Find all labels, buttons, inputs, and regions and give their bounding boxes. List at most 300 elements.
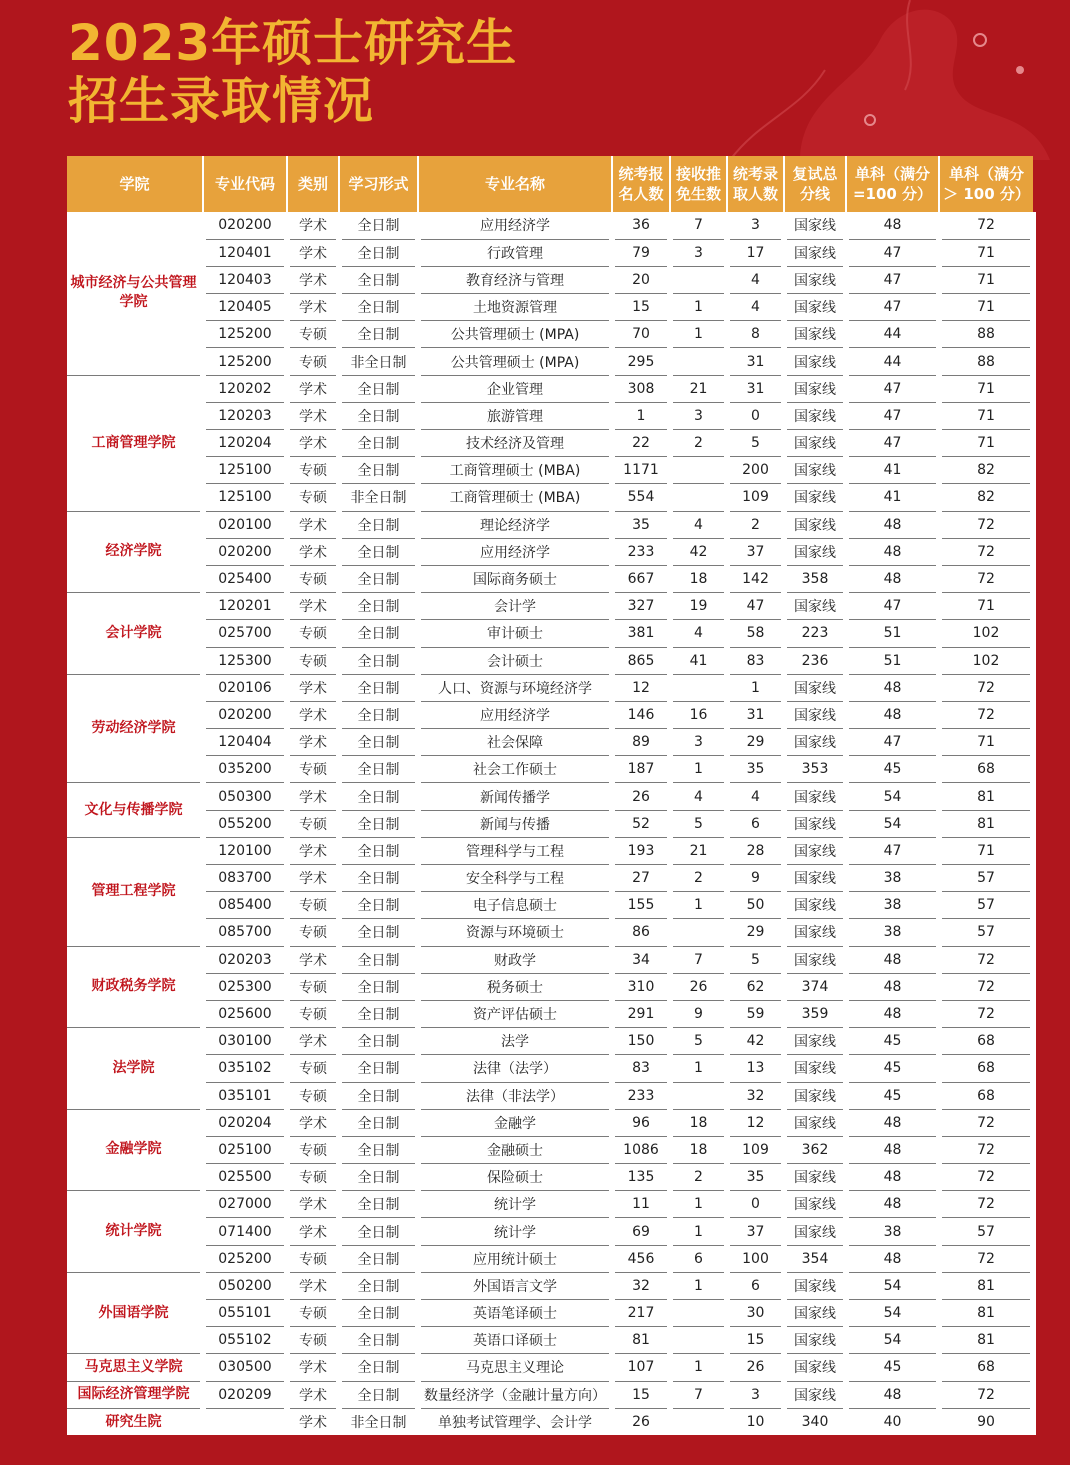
cell-single-over100: 71 xyxy=(939,593,1033,620)
cell-single100: 48 xyxy=(846,1191,939,1218)
cell-category: 专硕 xyxy=(287,892,339,919)
cell-cutoff: 国家线 xyxy=(784,457,846,484)
cell-exempt: 3 xyxy=(670,729,727,756)
cell-single100: 48 xyxy=(846,212,939,239)
cell-code: 025400 xyxy=(203,565,287,592)
cell-applicants: 217 xyxy=(612,1300,670,1327)
cell-admitted: 31 xyxy=(727,348,784,375)
cell-mode: 全日制 xyxy=(339,1164,418,1191)
cell-major: 企业管理 xyxy=(418,375,612,402)
cell-exempt xyxy=(670,1327,727,1354)
cell-major: 安全科学与工程 xyxy=(418,865,612,892)
header-admitted: 统考录取人数 xyxy=(727,156,784,212)
cell-code: 020200 xyxy=(203,212,287,239)
cell-mode: 全日制 xyxy=(339,919,418,946)
cell-code: 120403 xyxy=(203,266,287,293)
cell-cutoff: 国家线 xyxy=(784,1354,846,1381)
cell-mode: 全日制 xyxy=(339,783,418,810)
cell-mode: 全日制 xyxy=(339,1300,418,1327)
cell-exempt: 1 xyxy=(670,1272,727,1299)
cell-single100: 48 xyxy=(846,1136,939,1163)
cell-major: 公共管理硕士 (MPA) xyxy=(418,321,612,348)
cueb-logo-decoration xyxy=(650,0,1070,160)
cell-category: 专硕 xyxy=(287,1082,339,1109)
cell-category: 专硕 xyxy=(287,348,339,375)
cell-single-over100: 72 xyxy=(939,1000,1033,1027)
cell-exempt: 7 xyxy=(670,212,727,239)
cell-cutoff: 358 xyxy=(784,565,846,592)
cell-admitted: 83 xyxy=(727,647,784,674)
cell-applicants: 89 xyxy=(612,729,670,756)
cell-single100: 41 xyxy=(846,484,939,511)
cell-single100: 48 xyxy=(846,538,939,565)
cell-admitted: 3 xyxy=(727,1381,784,1408)
cell-applicants: 52 xyxy=(612,810,670,837)
cell-code: 020209 xyxy=(203,1381,287,1408)
cell-applicants: 86 xyxy=(612,919,670,946)
cell-single100: 38 xyxy=(846,1218,939,1245)
cell-exempt: 4 xyxy=(670,511,727,538)
cell-cutoff: 国家线 xyxy=(784,348,846,375)
cell-exempt xyxy=(670,1408,727,1435)
cell-single-over100: 72 xyxy=(939,511,1033,538)
table-row xyxy=(67,457,1033,484)
cell-cutoff: 国家线 xyxy=(784,729,846,756)
cell-mode: 全日制 xyxy=(339,701,418,728)
cell-single-over100: 72 xyxy=(939,1381,1033,1408)
cell-major: 土地资源管理 xyxy=(418,294,612,321)
cell-exempt xyxy=(670,674,727,701)
table-row xyxy=(67,919,1033,946)
cell-cutoff: 国家线 xyxy=(784,294,846,321)
cell-cutoff: 国家线 xyxy=(784,919,846,946)
cell-applicants: 310 xyxy=(612,973,670,1000)
cell-mode: 全日制 xyxy=(339,946,418,973)
cell-code: 020204 xyxy=(203,1109,287,1136)
cell-exempt: 1 xyxy=(670,321,727,348)
cell-single100: 54 xyxy=(846,783,939,810)
cell-code: 120401 xyxy=(203,239,287,266)
cell-category: 学术 xyxy=(287,1381,339,1408)
cell-admitted: 42 xyxy=(727,1028,784,1055)
cell-admitted: 2 xyxy=(727,511,784,538)
cell-admitted: 13 xyxy=(727,1055,784,1082)
cell-mode: 全日制 xyxy=(339,212,418,239)
cell-cutoff: 223 xyxy=(784,620,846,647)
header-applicants: 统考报名人数 xyxy=(612,156,670,212)
header-category: 类别 xyxy=(287,156,339,212)
cell-code: 055101 xyxy=(203,1300,287,1327)
cell-code: 120405 xyxy=(203,294,287,321)
table-row xyxy=(67,1082,1033,1109)
cell-single100: 54 xyxy=(846,810,939,837)
cell-exempt: 3 xyxy=(670,402,727,429)
cell-major: 应用经济学 xyxy=(418,538,612,565)
cell-mode: 全日制 xyxy=(339,1055,418,1082)
cell-exempt: 1 xyxy=(670,1218,727,1245)
cell-single-over100: 72 xyxy=(939,1245,1033,1272)
cell-single100: 40 xyxy=(846,1408,939,1435)
cell-exempt: 18 xyxy=(670,565,727,592)
cell-mode: 全日制 xyxy=(339,565,418,592)
cell-category: 学术 xyxy=(287,402,339,429)
cell-single-over100: 72 xyxy=(939,701,1033,728)
cell-single-over100: 71 xyxy=(939,266,1033,293)
cell-category: 专硕 xyxy=(287,321,339,348)
table-row xyxy=(67,701,1033,728)
table-row xyxy=(67,266,1033,293)
table-row xyxy=(67,647,1033,674)
cell-cutoff: 国家线 xyxy=(784,484,846,511)
cell-single100: 48 xyxy=(846,565,939,592)
cell-single100: 38 xyxy=(846,892,939,919)
cell-applicants: 96 xyxy=(612,1109,670,1136)
cell-exempt: 5 xyxy=(670,810,727,837)
cell-major: 单独考试管理学、会计学 xyxy=(418,1408,612,1435)
cell-major: 理论经济学 xyxy=(418,511,612,538)
cell-college: 城市经济与公共管理学院 xyxy=(67,212,203,375)
cell-code: 125300 xyxy=(203,647,287,674)
cell-admitted: 12 xyxy=(727,1109,784,1136)
cell-single-over100: 57 xyxy=(939,1218,1033,1245)
cell-single100: 47 xyxy=(846,729,939,756)
cell-mode: 全日制 xyxy=(339,620,418,647)
cell-single-over100: 71 xyxy=(939,729,1033,756)
cell-applicants: 35 xyxy=(612,511,670,538)
cell-college: 劳动经济学院 xyxy=(67,674,203,783)
cell-single100: 44 xyxy=(846,321,939,348)
cell-major: 英语口译硕士 xyxy=(418,1327,612,1354)
cell-applicants: 155 xyxy=(612,892,670,919)
cell-admitted: 62 xyxy=(727,973,784,1000)
table-row xyxy=(67,1300,1033,1327)
cell-code: 035101 xyxy=(203,1082,287,1109)
cell-applicants: 308 xyxy=(612,375,670,402)
cell-single-over100: 72 xyxy=(939,1164,1033,1191)
table-row xyxy=(67,946,1033,973)
cell-admitted: 50 xyxy=(727,892,784,919)
table-row xyxy=(67,783,1033,810)
cell-major: 技术经济及管理 xyxy=(418,430,612,457)
cell-applicants: 667 xyxy=(612,565,670,592)
cell-single-over100: 71 xyxy=(939,239,1033,266)
cell-single-over100: 88 xyxy=(939,348,1033,375)
cell-mode: 全日制 xyxy=(339,1354,418,1381)
cell-mode: 全日制 xyxy=(339,1245,418,1272)
cell-single-over100: 72 xyxy=(939,674,1033,701)
cell-exempt: 4 xyxy=(670,783,727,810)
cell-single-over100: 57 xyxy=(939,865,1033,892)
cell-exempt: 1 xyxy=(670,756,727,783)
cell-category: 专硕 xyxy=(287,1164,339,1191)
cell-college: 经济学院 xyxy=(67,511,203,593)
cell-admitted: 109 xyxy=(727,1136,784,1163)
cell-category: 学术 xyxy=(287,946,339,973)
cell-major: 保险硕士 xyxy=(418,1164,612,1191)
cell-applicants: 32 xyxy=(612,1272,670,1299)
cell-cutoff: 236 xyxy=(784,647,846,674)
cell-category: 学术 xyxy=(287,1218,339,1245)
cell-mode: 全日制 xyxy=(339,402,418,429)
table-row xyxy=(67,729,1033,756)
cell-single-over100: 81 xyxy=(939,1300,1033,1327)
table-row xyxy=(67,1218,1033,1245)
cell-cutoff: 国家线 xyxy=(784,1300,846,1327)
cell-single-over100: 102 xyxy=(939,620,1033,647)
cell-category: 学术 xyxy=(287,1191,339,1218)
table-row xyxy=(67,348,1033,375)
cell-single100: 47 xyxy=(846,239,939,266)
cell-single-over100: 72 xyxy=(939,565,1033,592)
cell-admitted: 100 xyxy=(727,1245,784,1272)
cell-single100: 54 xyxy=(846,1272,939,1299)
cell-category: 学术 xyxy=(287,593,339,620)
cell-code: 020100 xyxy=(203,511,287,538)
cell-category: 学术 xyxy=(287,674,339,701)
cell-major: 工商管理硕士 (MBA) xyxy=(418,457,612,484)
cell-exempt: 7 xyxy=(670,946,727,973)
cell-category: 学术 xyxy=(287,511,339,538)
cell-single100: 47 xyxy=(846,266,939,293)
cell-mode: 全日制 xyxy=(339,729,418,756)
cell-single100: 48 xyxy=(846,674,939,701)
cell-college: 统计学院 xyxy=(67,1191,203,1273)
cell-exempt: 1 xyxy=(670,1055,727,1082)
header-cutoff: 复试总分线 xyxy=(784,156,846,212)
cell-applicants: 79 xyxy=(612,239,670,266)
table-row xyxy=(67,1136,1033,1163)
cell-cutoff: 国家线 xyxy=(784,1191,846,1218)
cell-admitted: 5 xyxy=(727,430,784,457)
cell-admitted: 29 xyxy=(727,729,784,756)
cell-cutoff: 国家线 xyxy=(784,1055,846,1082)
cell-applicants: 12 xyxy=(612,674,670,701)
cell-applicants: 233 xyxy=(612,1082,670,1109)
cell-code: 083700 xyxy=(203,865,287,892)
cell-cutoff: 国家线 xyxy=(784,1381,846,1408)
cell-single100: 51 xyxy=(846,620,939,647)
cell-single100: 51 xyxy=(846,647,939,674)
cell-admitted: 17 xyxy=(727,239,784,266)
cell-major: 统计学 xyxy=(418,1191,612,1218)
cell-single-over100: 81 xyxy=(939,1327,1033,1354)
cell-major: 统计学 xyxy=(418,1218,612,1245)
cell-admitted: 37 xyxy=(727,1218,784,1245)
cell-admitted: 4 xyxy=(727,783,784,810)
cell-single100: 45 xyxy=(846,1082,939,1109)
cell-cutoff: 国家线 xyxy=(784,402,846,429)
cell-single100: 48 xyxy=(846,511,939,538)
cell-single-over100: 68 xyxy=(939,1354,1033,1381)
cell-code: 120203 xyxy=(203,402,287,429)
cell-code: 050200 xyxy=(203,1272,287,1299)
cell-mode: 全日制 xyxy=(339,239,418,266)
cell-single100: 38 xyxy=(846,919,939,946)
table-row xyxy=(67,1272,1033,1299)
cell-category: 专硕 xyxy=(287,1327,339,1354)
cell-mode: 全日制 xyxy=(339,1191,418,1218)
header-major: 专业名称 xyxy=(418,156,612,212)
cell-single100: 47 xyxy=(846,837,939,864)
cell-single-over100: 72 xyxy=(939,538,1033,565)
cell-exempt xyxy=(670,1082,727,1109)
cell-admitted: 31 xyxy=(727,375,784,402)
cell-mode: 全日制 xyxy=(339,1082,418,1109)
cell-single100: 41 xyxy=(846,457,939,484)
header-code: 专业代码 xyxy=(203,156,287,212)
cell-major: 会计学 xyxy=(418,593,612,620)
cell-admitted: 15 xyxy=(727,1327,784,1354)
cell-cutoff: 国家线 xyxy=(784,375,846,402)
cell-category: 学术 xyxy=(287,729,339,756)
cell-mode: 非全日制 xyxy=(339,348,418,375)
cell-major: 人口、资源与环境经济学 xyxy=(418,674,612,701)
table-row xyxy=(67,892,1033,919)
cell-applicants: 36 xyxy=(612,212,670,239)
cell-college: 金融学院 xyxy=(67,1109,203,1191)
cell-single100: 48 xyxy=(846,1245,939,1272)
title-line-1: 2023年硕士研究生 xyxy=(68,14,518,72)
cell-single100: 48 xyxy=(846,1000,939,1027)
cell-cutoff: 国家线 xyxy=(784,511,846,538)
cell-applicants: 381 xyxy=(612,620,670,647)
cell-major: 法律（非法学） xyxy=(418,1082,612,1109)
cell-major: 英语笔译硕士 xyxy=(418,1300,612,1327)
cell-single-over100: 71 xyxy=(939,430,1033,457)
cell-major: 工商管理硕士 (MBA) xyxy=(418,484,612,511)
cell-exempt: 2 xyxy=(670,1164,727,1191)
cell-applicants: 150 xyxy=(612,1028,670,1055)
cell-major: 数量经济学（金融计量方向） xyxy=(418,1381,612,1408)
table-row xyxy=(67,321,1033,348)
cell-exempt xyxy=(670,457,727,484)
cell-category: 学术 xyxy=(287,212,339,239)
cell-exempt: 2 xyxy=(670,430,727,457)
cell-single-over100: 81 xyxy=(939,810,1033,837)
cell-single100: 45 xyxy=(846,756,939,783)
cell-code: 025100 xyxy=(203,1136,287,1163)
table-row xyxy=(67,375,1033,402)
cell-admitted: 32 xyxy=(727,1082,784,1109)
table-row xyxy=(67,865,1033,892)
cell-major: 外国语言文学 xyxy=(418,1272,612,1299)
cell-applicants: 26 xyxy=(612,1408,670,1435)
cell-category: 专硕 xyxy=(287,810,339,837)
cell-single-over100: 72 xyxy=(939,1136,1033,1163)
cell-category: 学术 xyxy=(287,430,339,457)
cell-category: 学术 xyxy=(287,1028,339,1055)
cell-single100: 48 xyxy=(846,946,939,973)
cell-major: 马克思主义理论 xyxy=(418,1354,612,1381)
cell-category: 专硕 xyxy=(287,1245,339,1272)
cell-single100: 48 xyxy=(846,973,939,1000)
cell-exempt xyxy=(670,484,727,511)
cell-category: 专硕 xyxy=(287,756,339,783)
cell-admitted: 30 xyxy=(727,1300,784,1327)
cell-cutoff: 国家线 xyxy=(784,212,846,239)
cell-code: 071400 xyxy=(203,1218,287,1245)
cell-code: 035102 xyxy=(203,1055,287,1082)
cell-category: 专硕 xyxy=(287,457,339,484)
header-college: 学院 xyxy=(67,156,203,212)
cell-applicants: 81 xyxy=(612,1327,670,1354)
table-row xyxy=(67,973,1033,1000)
cell-mode: 全日制 xyxy=(339,538,418,565)
cell-college: 管理工程学院 xyxy=(67,837,203,946)
cell-cutoff: 国家线 xyxy=(784,321,846,348)
cell-single100: 47 xyxy=(846,593,939,620)
cell-single-over100: 57 xyxy=(939,892,1033,919)
cell-single-over100: 72 xyxy=(939,1109,1033,1136)
cell-single100: 47 xyxy=(846,375,939,402)
cell-single-over100: 72 xyxy=(939,212,1033,239)
cell-category: 专硕 xyxy=(287,565,339,592)
cell-applicants: 26 xyxy=(612,783,670,810)
cell-mode: 全日制 xyxy=(339,837,418,864)
cell-exempt: 1 xyxy=(670,294,727,321)
cell-cutoff: 354 xyxy=(784,1245,846,1272)
cell-single-over100: 71 xyxy=(939,375,1033,402)
cell-category: 专硕 xyxy=(287,620,339,647)
cell-admitted: 28 xyxy=(727,837,784,864)
cell-mode: 全日制 xyxy=(339,375,418,402)
table-row xyxy=(67,565,1033,592)
cell-mode: 全日制 xyxy=(339,511,418,538)
cell-applicants: 15 xyxy=(612,294,670,321)
cell-cutoff: 340 xyxy=(784,1408,846,1435)
cell-single-over100: 81 xyxy=(939,783,1033,810)
cell-category: 专硕 xyxy=(287,1055,339,1082)
cell-admitted: 8 xyxy=(727,321,784,348)
cell-category: 专硕 xyxy=(287,484,339,511)
cell-single100: 44 xyxy=(846,348,939,375)
table-row xyxy=(67,1245,1033,1272)
table-row xyxy=(67,1055,1033,1082)
cell-category: 学术 xyxy=(287,239,339,266)
cell-single100: 48 xyxy=(846,1381,939,1408)
table-row xyxy=(67,484,1033,511)
cell-exempt: 42 xyxy=(670,538,727,565)
cell-admitted: 1 xyxy=(727,674,784,701)
cell-code: 125100 xyxy=(203,457,287,484)
cell-exempt: 4 xyxy=(670,620,727,647)
cell-single-over100: 71 xyxy=(939,837,1033,864)
cell-applicants: 146 xyxy=(612,701,670,728)
cell-exempt: 16 xyxy=(670,701,727,728)
cell-category: 专硕 xyxy=(287,973,339,1000)
cell-code: 025300 xyxy=(203,973,287,1000)
cell-college: 文化与传播学院 xyxy=(67,783,203,837)
cell-applicants: 291 xyxy=(612,1000,670,1027)
cell-code: 055102 xyxy=(203,1327,287,1354)
cell-cutoff: 374 xyxy=(784,973,846,1000)
cell-cutoff: 国家线 xyxy=(784,865,846,892)
header-exempt: 接收推免生数 xyxy=(670,156,727,212)
cell-single-over100: 71 xyxy=(939,294,1033,321)
cell-mode: 全日制 xyxy=(339,674,418,701)
cell-major: 法律（法学） xyxy=(418,1055,612,1082)
cell-code: 020200 xyxy=(203,538,287,565)
cell-mode: 全日制 xyxy=(339,1136,418,1163)
cell-exempt: 21 xyxy=(670,375,727,402)
cell-admitted: 3 xyxy=(727,212,784,239)
cell-code: 020200 xyxy=(203,701,287,728)
cell-major: 会计硕士 xyxy=(418,647,612,674)
cell-cutoff: 国家线 xyxy=(784,266,846,293)
table-row xyxy=(67,538,1033,565)
cell-category: 专硕 xyxy=(287,1136,339,1163)
cell-applicants: 22 xyxy=(612,430,670,457)
